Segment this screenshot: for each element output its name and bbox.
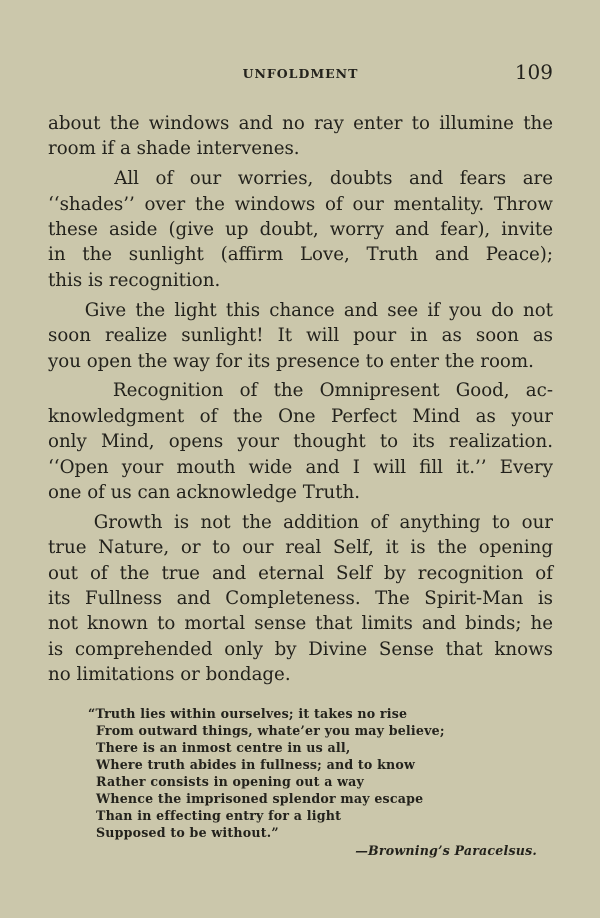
poem-quotation <box>88 705 543 859</box>
page-number: 109 <box>514 60 553 84</box>
text-line: about the windows and no ray enter to illumine the <box>48 113 553 134</box>
text-line: no limitations or bondage. <box>48 664 291 686</box>
text-line: not known to mortal sense that limits and binds; he <box>48 613 553 635</box>
text-line: out of the true and eternal Self by recognition of <box>48 562 553 584</box>
poem-line: “Truth lies within ourselves; it takes no rise <box>88 706 408 721</box>
paragraph <box>48 111 553 162</box>
text-line: only Mind, opens your thought to its realization. <box>48 431 553 453</box>
text-line: Growth is not the addition of anything to our <box>48 511 553 533</box>
text-line: soon realize sunlight! It will pour in as soon as <box>48 325 553 347</box>
paragraph <box>48 166 553 293</box>
text-line: Give the light this chance and see if you do not <box>48 299 553 321</box>
poem-line: Where truth abides in fullness; and to know <box>96 757 416 772</box>
paragraph <box>48 510 553 688</box>
text-line: knowledgment of the One Perfect Mind as your <box>48 405 553 427</box>
text-line: these aside (give up doubt, worry and fear), invite <box>48 219 553 241</box>
poem-attribution: —Browning’s Paracelsus. <box>355 843 537 858</box>
poem-line: From outward things, whate’er you may believe; <box>96 723 445 738</box>
text-line: its Fullness and Completeness. The Spirit-Man is <box>48 588 553 610</box>
text-line: ‘‘shades’’ over the windows of our mentality. Throw <box>48 193 553 215</box>
text-line: one of us can acknowledge Truth. <box>48 481 361 503</box>
body-text <box>48 111 553 692</box>
running-title: UNFOLDMENT <box>242 66 359 81</box>
paragraph <box>48 298 553 374</box>
poem-line: Rather consists in opening out a way <box>96 774 365 789</box>
text-line: Recognition of the Omnipresent Good, ac- <box>48 380 553 402</box>
text-line: you open the way for its presence to enter the room. <box>48 350 534 372</box>
poem-line: Supposed to be without.” <box>96 825 279 840</box>
poem-line: Whence the imprisoned splendor may escape <box>96 791 424 806</box>
text-line: ‘‘Open your mouth wide and I will fill it.’’ Every <box>48 456 553 478</box>
poem-line: There is an inmost centre in us all, <box>96 740 351 755</box>
text-line: All of our worries, doubts and fears are <box>48 168 553 190</box>
page-header <box>48 60 553 86</box>
text-line: room if a shade intervenes. <box>48 138 300 160</box>
poem-line: Than in effecting entry for a light <box>96 808 342 823</box>
text-line: this is recognition. <box>48 269 221 291</box>
text-line: is comprehended only by Divine Sense that knows <box>48 638 553 660</box>
text-line: true Nature, or to our real Self, it is the opening <box>48 537 553 559</box>
text-line: in the sunlight (affirm Love, Truth and Peace); <box>48 244 553 266</box>
paragraph <box>48 378 553 505</box>
